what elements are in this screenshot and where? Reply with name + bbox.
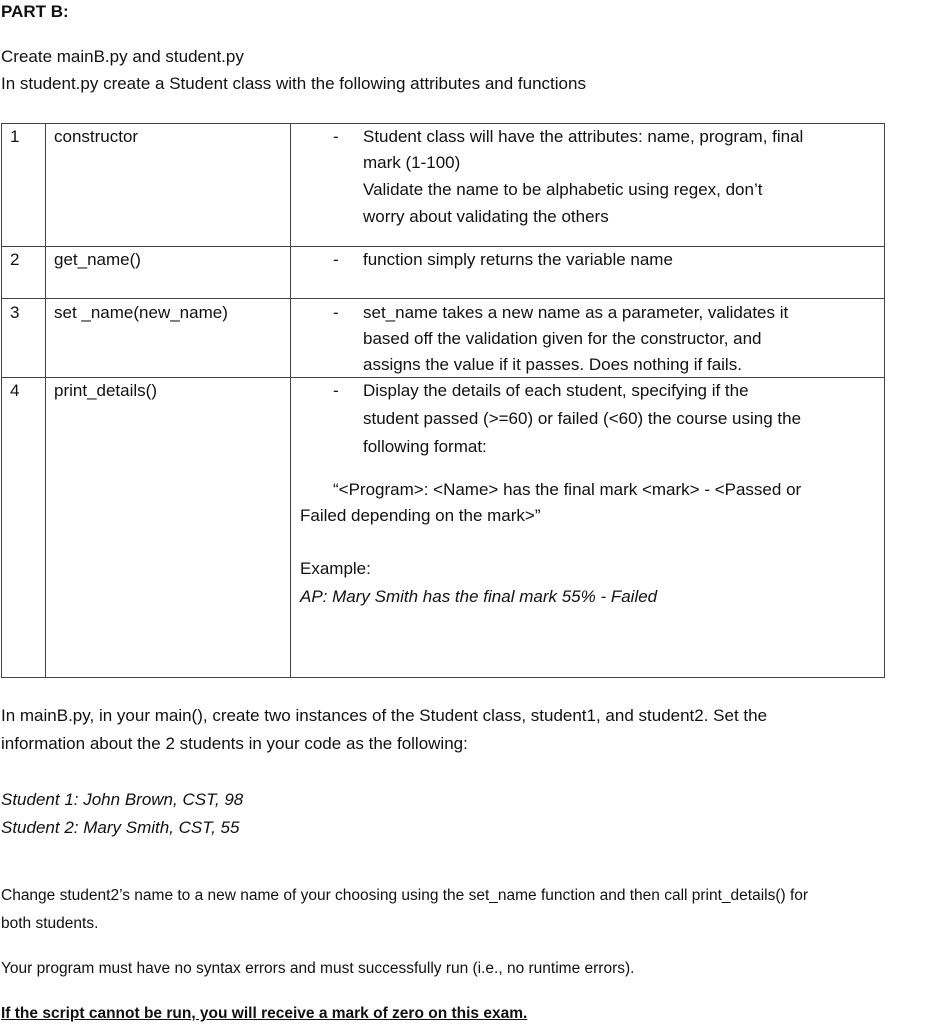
format-line: “<Program>: <Name> has the final mark <mark> - <Passed or <box>333 480 802 499</box>
function-name: print_details() <box>54 381 157 400</box>
bullet-dash: - <box>333 250 339 269</box>
format-line: Failed depending on the mark>” <box>300 506 541 525</box>
change-instructions: both students. <box>1 915 99 932</box>
description-line: assigns the value if it passes. Does nothing if fails. <box>363 355 742 374</box>
row-number: 1 <box>10 127 20 146</box>
row-number: 3 <box>10 303 20 322</box>
part-heading: PART B: <box>1 2 69 21</box>
bullet-dash: - <box>333 303 339 322</box>
description-line: Display the details of each student, specifying if the <box>363 381 749 400</box>
description-line: based off the validation given for the constructor, and <box>363 329 762 348</box>
description-line: worry about validating the others <box>363 207 609 226</box>
main-instructions: information about the 2 students in your code as the following: <box>1 734 468 753</box>
bullet-dash: - <box>333 381 339 400</box>
intro-line: In student.py create a Student class with the following attributes and functions <box>1 74 586 93</box>
row-number: 2 <box>10 250 20 269</box>
student-info: Student 2: Mary Smith, CST, 55 <box>1 818 240 837</box>
description-line: mark (1-100) <box>363 153 461 172</box>
function-name: get_name() <box>54 250 141 269</box>
example-label: Example: <box>300 559 371 578</box>
student-info: Student 1: John Brown, CST, 98 <box>1 790 244 809</box>
description-line: set_name takes a new name as a parameter, validates it <box>363 303 789 322</box>
change-instructions: Change student2’s name to a new name of your choosing using the set_name function and then call print_details() for <box>1 887 809 904</box>
description-line: Student class will have the attributes: name, program, final <box>363 127 804 146</box>
row-number: 4 <box>10 381 20 400</box>
description-line: Validate the name to be alphabetic using regex, don’t <box>363 180 763 199</box>
warning-text: If the script cannot be run, you will receive a mark of zero on this exam. <box>1 1005 528 1022</box>
description-line: function simply returns the variable name <box>363 250 673 269</box>
intro-line: Create mainB.py and student.py <box>1 47 244 66</box>
function-name: set _name(new_name) <box>54 303 228 322</box>
bullet-dash: - <box>333 127 339 146</box>
description-line: student passed (>=60) or failed (<60) the course using the <box>363 409 802 428</box>
description-line: following format: <box>363 437 487 456</box>
function-name: constructor <box>54 127 139 146</box>
example-text: AP: Mary Smith has the final mark 55% - Failed <box>300 587 658 606</box>
main-instructions: In mainB.py, in your main(), create two instances of the Student class, student1, and student2. Set the <box>1 706 768 725</box>
run-requirement: Your program must have no syntax errors and must successfully run (i.e., no runtime errors). <box>1 960 635 977</box>
